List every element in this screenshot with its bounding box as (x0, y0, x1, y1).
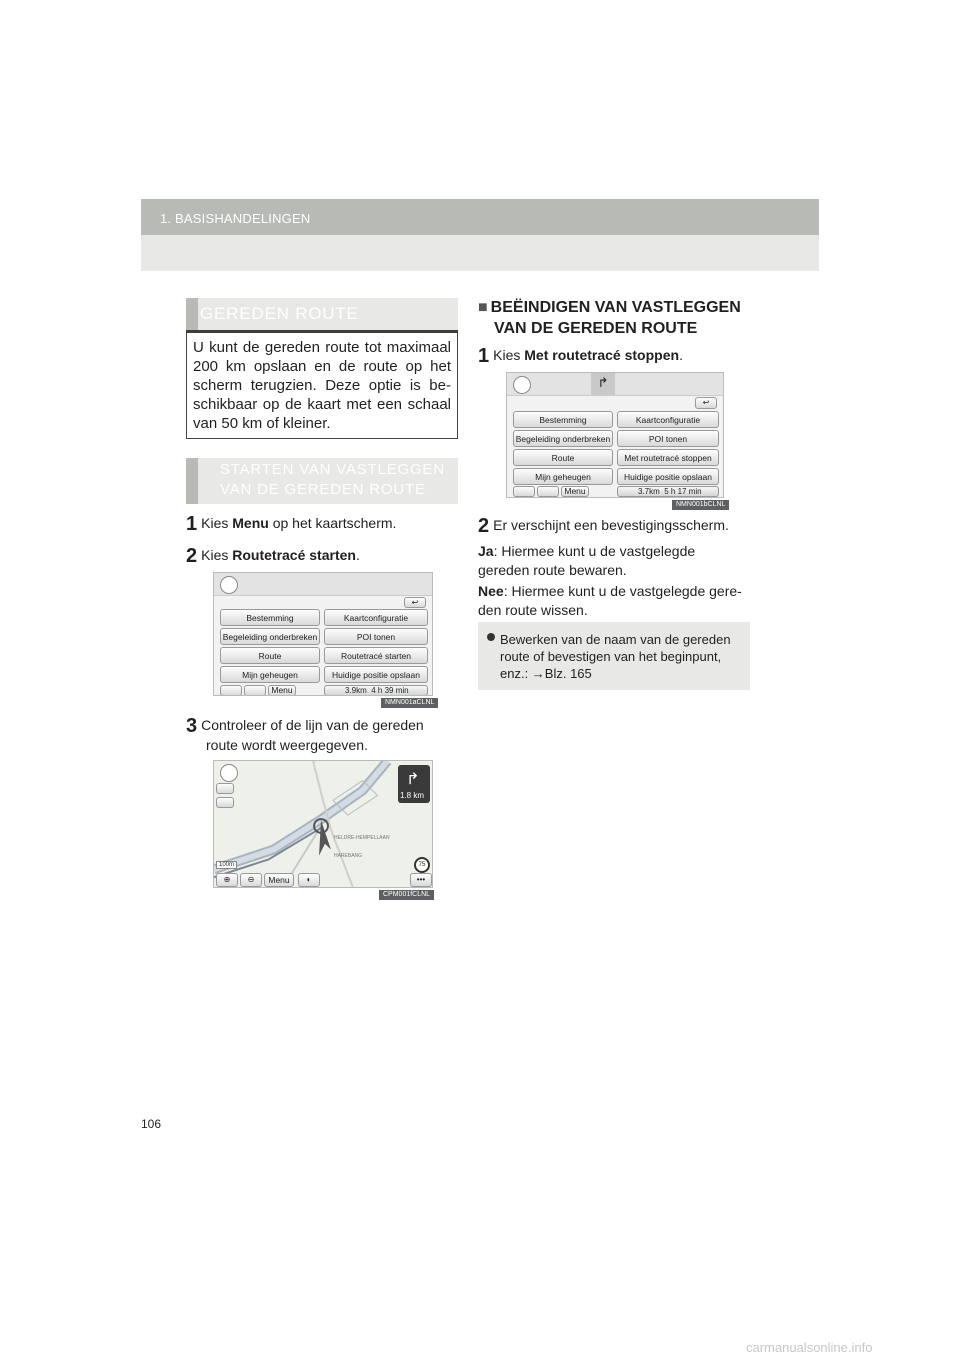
zoom-out-icon: ⊖ (240, 873, 262, 887)
screen-button: Mijn geheugen (220, 666, 320, 683)
speed-limit-icon: 75 (414, 857, 430, 873)
step-1-right (478, 346, 683, 366)
next-turn-distance: 1.8 km (400, 791, 425, 800)
step-keyword: Routetracé starten (232, 547, 356, 563)
image-code: NMN001aCLNL (381, 698, 438, 708)
step-3-left (186, 716, 424, 755)
more-options-icon: ••• (410, 873, 432, 887)
section-title-starten (220, 460, 445, 500)
intro-box (186, 333, 458, 439)
image-code: CPM001fCLNL (379, 890, 434, 900)
time-value: 4 h 39 min (371, 686, 409, 695)
section-accent (186, 458, 198, 504)
audio-icon: ◐ (298, 873, 320, 887)
screen-button: Begeleiding onderbreken (220, 628, 320, 645)
screen-button: POI tonen (324, 628, 428, 645)
route-info-bar (617, 486, 719, 497)
screen-button: Met routetracé stoppen (617, 449, 719, 466)
menu-button: Menu (264, 873, 294, 887)
screen-soft-button (513, 486, 535, 497)
ja-label: Ja (478, 543, 494, 559)
nee-paragraph (478, 582, 750, 620)
scale-indicator: 100m (216, 861, 237, 869)
section-title-line2: VAN DE GEREDEN ROUTE (220, 481, 426, 498)
street-label-2: HAREBANG (334, 853, 363, 859)
step-number: 3 (186, 715, 198, 737)
image-code: NMN001bCLNL (672, 500, 729, 510)
menu-button: Menu (561, 486, 589, 497)
screen-soft-button (220, 685, 242, 696)
compass-icon (220, 576, 238, 594)
nee-text: : Hiermee kunt u de vastgelegde gere-den route wissen. (478, 583, 742, 618)
screen-button: Kaartconfiguratie (617, 411, 719, 428)
screen-button: Huidige positie opslaan (617, 468, 719, 485)
section-title-gereden-route: GEREDEN ROUTE (200, 304, 359, 323)
screen-button: Bestemming (220, 609, 320, 626)
screen-button: Begeleiding onderbreken (513, 430, 613, 447)
sub-heading-line1: BEËINDIGEN VAN VASTLEGGEN (490, 299, 741, 316)
turn-arrow-icon: ↱ (591, 373, 615, 395)
step-text: . (679, 347, 683, 363)
square-bullet: ■ (478, 299, 488, 316)
ja-text: : Hiermee kunt u de vastgelegde gereden route bewaren. (478, 543, 696, 578)
screen-soft-button (537, 486, 559, 497)
section-accent (186, 298, 198, 330)
step-number: 2 (478, 515, 490, 537)
screen-soft-button (244, 685, 266, 696)
step-text: . (355, 547, 360, 563)
screenshot-menu-start (213, 572, 433, 696)
turn-arrow-icon: ↱ (406, 771, 420, 788)
step-number: 2 (186, 545, 198, 567)
distance-value: 3.7km (638, 487, 660, 496)
screenshot-menu-stop (506, 372, 724, 498)
screen-button: Route (220, 647, 320, 664)
note-text: Bewerken van de naam van de gereden route of bevestigen van het beginpunt, enz.: →Blz. 165 (500, 632, 731, 681)
screen-status-bar (214, 573, 432, 596)
bullet-icon (487, 633, 495, 641)
route-info-bar (324, 685, 428, 696)
chapter-title: 1. BASISHANDELINGEN (160, 211, 311, 226)
step-number: 1 (186, 513, 198, 535)
screen-button: Kaartconfiguratie (324, 609, 428, 626)
compass-icon (513, 376, 531, 394)
screen-button: Routetracé starten (324, 647, 428, 664)
street-label-1: HELDRE-HEMPELLAAN (334, 835, 390, 841)
step-text: Kies (201, 547, 233, 563)
step-keyword: Met routetracé stoppen (524, 347, 680, 363)
screen-button: POI tonen (617, 430, 719, 447)
step-text: Kies (201, 515, 233, 531)
step-2-left (186, 546, 360, 566)
ja-paragraph (478, 542, 750, 580)
screen-soft-button (216, 797, 234, 808)
screen-button: Bestemming (513, 411, 613, 428)
sub-heading-beeindigen (478, 297, 741, 339)
time-value: 5 h 17 min (664, 487, 702, 496)
step-text: op het kaartscherm. (268, 515, 397, 531)
back-icon: ↩ (404, 597, 426, 608)
step-2-right (478, 516, 729, 536)
screen-status-bar (507, 373, 723, 396)
sub-heading-line2: VAN DE GEREDEN ROUTE (494, 320, 698, 337)
step-keyword: Menu (232, 515, 269, 531)
screen-button: Route (513, 449, 613, 466)
zoom-in-icon: ⊕ (216, 873, 238, 887)
watermark: carmanualsonline.info (746, 1340, 873, 1355)
distance-value: 3.9km (345, 686, 367, 695)
nee-label: Nee (478, 583, 504, 599)
section-title-line1: STARTEN VAN VASTLEGGEN (220, 461, 445, 478)
step-text: Er verschijnt een bevestigingsscherm. (493, 517, 729, 533)
intro-text: U kunt de gereden route tot maximaal 200 km opslaan en de route op het scherm terugzien. Deze optie is be-schikbaar op de kaart met een schaal van 50 km of kleiner. (193, 339, 451, 432)
screen-button: Mijn geheugen (513, 468, 613, 485)
step-text: Kies (493, 347, 525, 363)
step-1-left (186, 514, 396, 534)
menu-button: Menu (268, 685, 296, 696)
screen-button: Huidige positie opslaan (324, 666, 428, 683)
screenshot-map-route (213, 760, 433, 888)
step-text: route wordt weergegeven. (206, 737, 368, 753)
compass-icon (220, 764, 238, 782)
page-number: 106 (141, 1117, 162, 1131)
step-number: 1 (478, 345, 490, 367)
screen-soft-button (216, 783, 234, 794)
step-text: Controleer of de lijn van de gereden (201, 717, 424, 733)
back-icon: ↩ (695, 397, 717, 409)
